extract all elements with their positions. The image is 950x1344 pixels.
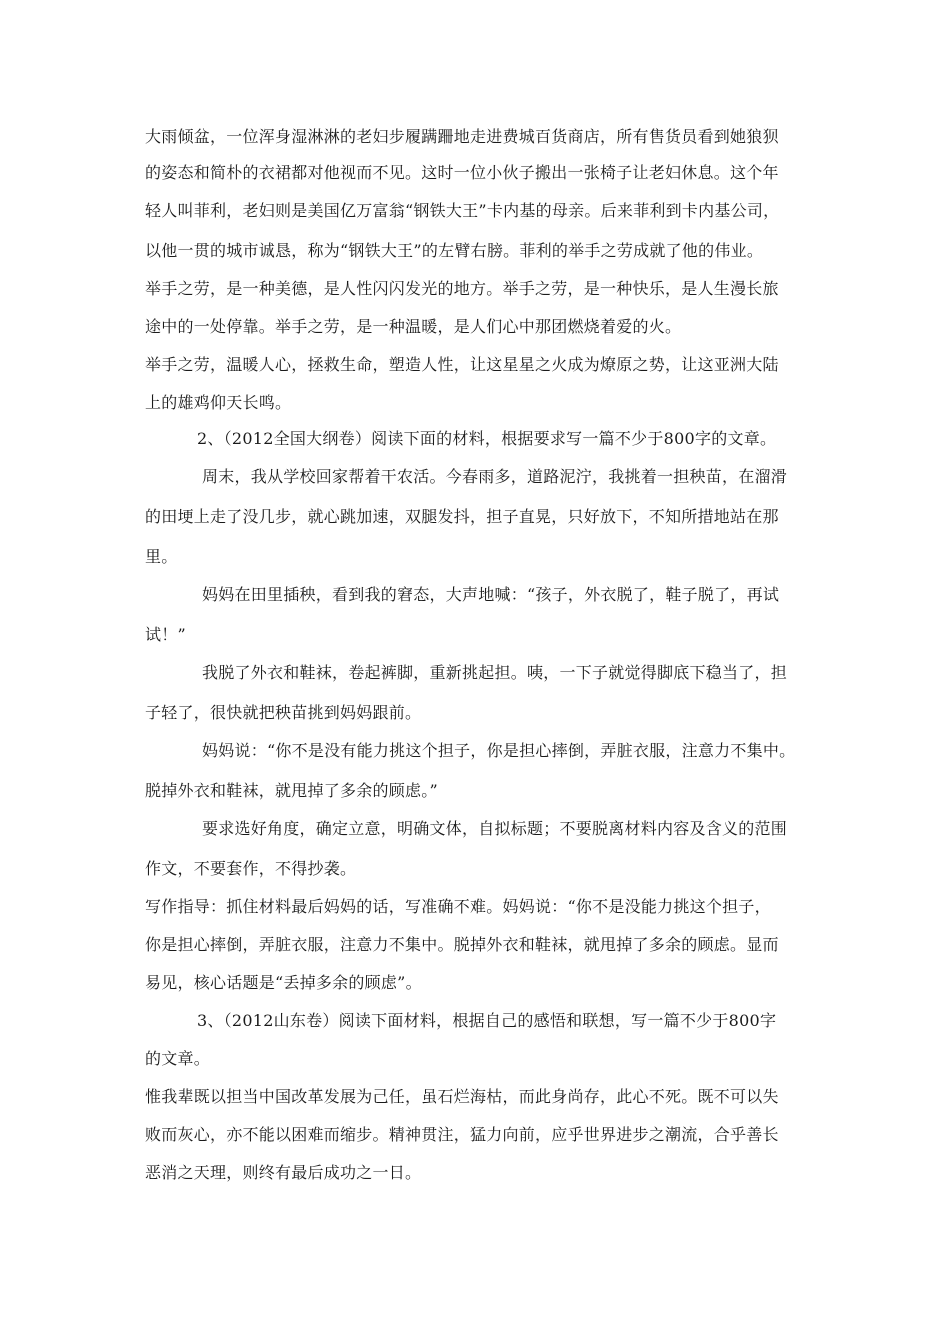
question-heading: 2、（2012全国大纲卷）阅读下面的材料，根据要求写一篇不少于800字的文章。 [197,429,777,448]
text-line: 惟我辈既以担当中国改革发展为己任，虽石烂海枯，而此身尚存，此心不死。既不可以失 [145,1087,779,1106]
question-heading: 3、（2012山东卷）阅读下面材料，根据自己的感悟和联想，写一篇不少于800字 [197,1011,777,1030]
text-line: 的田埂上走了没几步，就心跳加速，双腿发抖，担子直晃，只好放下，不知所措地站在那 [145,507,779,526]
text-line: 败而灰心，亦不能以困难而缩步。精神贯注，猛力向前，应乎世界进步之潮流，合乎善长 [145,1125,779,1144]
text-line: 的姿态和简朴的衣裙都对他视而不见。这时一位小伙子搬出一张椅子让老妇休息。这个年 [145,163,779,182]
text-line: 脱掉外衣和鞋袜，就甩掉了多余的顾虑。” [145,781,438,800]
text-line: 子轻了，很快就把秧苗挑到妈妈跟前。 [145,703,422,722]
text-line: 途中的一处停靠。举手之劳，是一种温暖，是人们心中那团燃烧着爱的火。 [145,317,682,336]
text-line: 的文章。 [145,1049,211,1068]
text-line: 以他一贯的城市诚恳，称为“钢铁大王”的左臂右膀。菲利的举手之劳成就了他的伟业。 [145,241,764,260]
text-line: 易见，核心话题是“丢掉多余的顾虑”。 [145,973,422,992]
text-line: 妈妈说：“你不是没有能力挑这个担子，你是担心摔倒，弄脏衣服，注意力不集中。 [202,741,796,760]
text-line: 恶消之天理，则终有最后成功之一日。 [145,1163,422,1182]
text-line: 轻人叫菲利，老妇则是美国亿万富翁“钢铁大王”卡内基的母亲。后来菲利到卡内基公司， [145,201,780,220]
text-line: 写作指导：抓住材料最后妈妈的话，写准确不难。妈妈说：“你不是没能力挑这个担子， [145,897,771,916]
text-line: 要求选好角度，确定立意，明确文体，自拟标题；不要脱离材料内容及含义的范围 [202,819,788,838]
text-line: 妈妈在田里插秧，看到我的窘态，大声地喊：“孩子，外衣脱了，鞋子脱了，再试 [202,585,780,604]
text-line: 里。 [145,547,178,566]
text-line: 上的雄鸡仰天长鸣。 [145,393,292,412]
text-line: 试！” [145,625,186,644]
text-line: 举手之劳，是一种美德，是人性闪闪发光的地方。举手之劳，是一种快乐，是人生漫长旅 [145,279,779,298]
text-line: 大雨倾盆，一位浑身湿淋淋的老妇步履蹒跚地走进费城百货商店，所有售货员看到她狼狈 [145,127,779,146]
text-line: 周末，我从学校回家帮着干农活。今春雨多，道路泥泞，我挑着一担秧苗，在溜滑 [202,467,788,486]
text-line: 你是担心摔倒，弄脏衣服，注意力不集中。脱掉外衣和鞋袜，就甩掉了多余的顾虑。显而 [145,935,779,954]
text-line: 作文，不要套作，不得抄袭。 [145,859,357,878]
text-line: 举手之劳，温暖人心，拯救生命，塑造人性，让这星星之火成为燎原之势，让这亚洲大陆 [145,355,779,374]
text-line: 我脱了外衣和鞋袜，卷起裤脚，重新挑起担。咦，一下子就觉得脚底下稳当了，担 [202,663,788,682]
